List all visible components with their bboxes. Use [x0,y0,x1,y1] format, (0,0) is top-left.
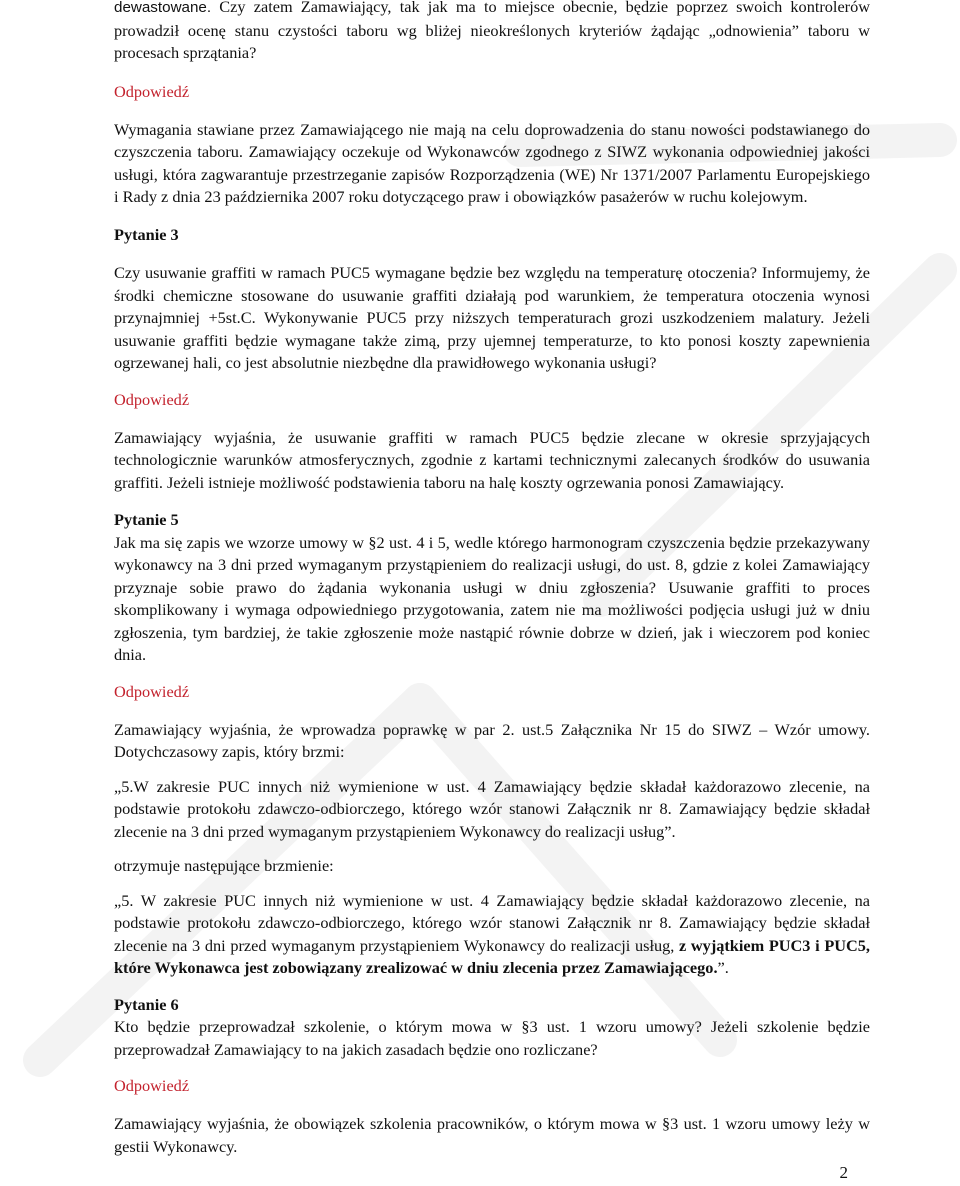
answer-label: Odpowiedź [114,81,190,101]
text-fragment: Czy zatem Zamawiający, tak jak ma to miejsce obecnie, będzie poprzez swoich kontrolerów prowadził ocenę stanu czystości taboru wg bliżej nieokreślonych kryteriów żądając „odnowienia” taboru w procesach sprzątania? [114,0,870,62]
text-fragment: ”. [717,958,729,977]
answer-text: Zamawiający wyjaśnia, że usuwanie graffiti w ramach PUC5 będzie zlecane w okresie sprzyjających technologicznie warunków atmosferycznych, zgodnie z kartami technicznymi zalecanych środków do usuwania graffiti. Jeżeli istnieje możliwość podstawienia taboru na halę koszty ogrzewania ponosi Zamawiający. [114,427,870,492]
page-number: 2 [839,1163,848,1182]
answer-label: Odpowiedź [114,1076,190,1095]
question-heading: Pytanie 3 [114,224,179,244]
text-fragment: „5. W zakresie PUC innych niż wymienione w ust. 4 Zamawiający będzie składał każdorazowo zlecenie, na podstawie protokołu zdawczo-odbiorczego, którego wzór stanowi Załącznik nr 8. Zamawiający będzie składał zlecenie na 3 dni przed wymaganym przystąpieniem Wykonawcy do realizacji usług, [114,890,870,955]
answer-label: Odpowiedź [114,681,190,701]
question-text: Jak ma się zapis we wzorze umowy w §2 ust. 4 i 5, wedle którego harmonogram czyszczenia będzie przekazywany wykonawcy na 3 dni przed wymaganym przystąpieniem do realizacji usługi, do ust. 8, gdzie z kolei Zamawiający przyznaje sobie prawo do żądania wykonania usługi w dniu zgłoszenia? Usuwanie graffiti to proces skomplikowany i wymaga odpowiedniego przygotowania, zatem nie ma możliwości podjęcia usługi już w dniu zgłoszenia, tym bardziej, że takie zgłoszenie może nastąpić równie dobrze w dzień, jak i wieczorem pod koniec dnia. [114,532,870,664]
transition-text: otrzymuje następujące brzmienie: [114,856,334,875]
quoted-new-provision [114,890,870,980]
quoted-old-provision: „5.W zakresie PUC innych niż wymienione w ust. 4 Zamawiający będzie składał każdorazowo zlecenie, na podstawie protokołu zdawczo-odbiorczego, którego wzór stanowi Załącznik nr 8. Zamawiający będzie składał zlecenie na 3 dni przed wymaganym przystąpieniem Wykonawcy do realizacji usług”. [114,776,870,841]
answer-text: Zamawiający wyjaśnia, że wprowadza poprawkę w par 2. ust.5 Załącznika Nr 15 do SIWZ – Wzór umowy. Dotychczasowy zapis, który brzmi: [114,719,870,761]
answer-text: Zamawiający wyjaśnia, że obowiązek szkolenia pracowników, o którym mowa w §3 ust. 1 wzoru umowy leży w gestii Wykonawcy. [114,1114,870,1156]
question-heading: Pytanie 5 [114,510,179,529]
answer-text: Wymagania stawiane przez Zamawiającego nie mają na celu doprowadzenia do stanu nowości podstawianego do czyszczenia taboru. Zamawiający oczekuje od Wykonawców zgodnego z SIWZ wykonania odpowiedniej jakości usługi, która zagwarantuje przestrzeganie zapisów Rozporządzenia (WE) Nr 1371/2007 Parlamentu Europejskiego i Rady z dnia 23 października 2007 roku dotyczącego praw i obowiązków pasażerów w ruchu kolejowym. [114,119,870,206]
question-heading: Pytanie 6 [114,994,179,1014]
question-text: Czy usuwanie graffiti w ramach PUC5 wymagane będzie bez względu na temperaturę otoczenia? Informujemy, że środki chemiczne stosowane do usuwanie graffiti działają pod warunkiem, że temperatura otoczenia wynosi przynajmniej +5st.C. Wykonywanie PUC5 przy niższych temperaturach grozi uszkodzeniem malatury. Jeżeli usuwanie graffiti będzie wymagane także zimą, przy ujemnej temperaturze, to kto ponosi koszty zapewnienia ogrzewanej hali, co jest absolutnie niezbędne dla prawidłowego wykonania usługi? [114,263,870,372]
question-text: Kto będzie przeprowadzał szkolenie, o którym mowa w §3 ust. 1 wzoru umowy? Jeżeli szkolenie będzie przeprowadzał Zamawiający to na jakich zasadach będzie ono rozliczane? [114,1017,870,1059]
paragraph-question-continuation [114,0,870,65]
text-fragment: dewastowane. [114,0,212,16]
document-page [114,0,870,1158]
bold-fragment: z wyjątkiem PUC3 i PUC5, które Wykonawca jest zobowiązany zrealizować w dniu zlecenia przez Zamawiającego. [114,935,870,977]
answer-label: Odpowiedź [114,389,190,409]
